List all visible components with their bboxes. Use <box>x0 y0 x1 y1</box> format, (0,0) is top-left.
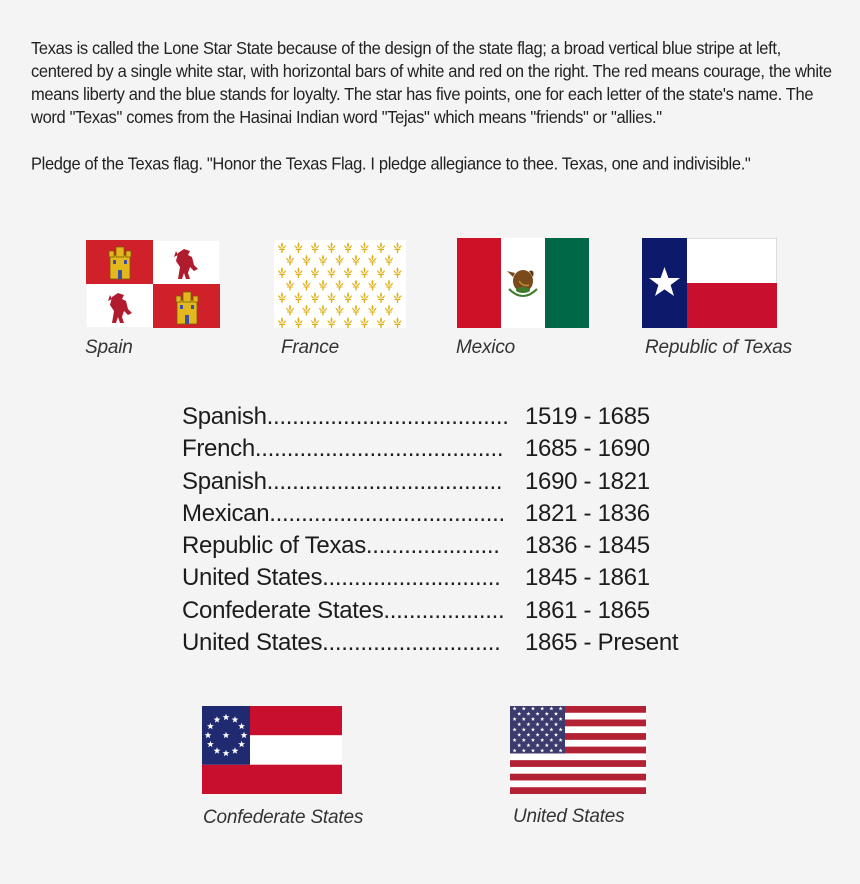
castle-icon <box>176 292 198 324</box>
timeline-years: 1690 - 1821 <box>525 467 650 495</box>
timeline-nation: Spanish...................................... <box>182 403 509 430</box>
mexico-flag <box>457 238 589 328</box>
confederate-states-flag <box>202 706 342 794</box>
timeline-nation: Republic of Texas..................... <box>182 532 500 560</box>
sovereignty-timeline <box>182 401 678 659</box>
timeline-years: 1685 - 1690 <box>525 435 650 463</box>
timeline-row <box>182 627 678 659</box>
timeline-nation: United States............................ <box>182 564 501 592</box>
flag-stripe <box>510 787 646 794</box>
republic-of-texas-caption: Republic of Texas <box>645 337 792 358</box>
mexico-caption: Mexico <box>456 337 515 358</box>
timeline-row <box>182 498 678 530</box>
timeline-years: 1865 - Present <box>525 629 679 657</box>
timeline-row <box>182 562 678 594</box>
timeline-row <box>182 466 678 498</box>
united-states-flag <box>510 706 646 794</box>
spain-caption: Spain <box>85 337 133 358</box>
timeline-nation: Spanish..................................... <box>182 467 503 495</box>
timeline-row <box>182 530 678 562</box>
intro-paragraph: Texas is called the Lone Star State because of the design of the state flag; a broad vertical blue stripe at left, centered by a single white star, with horizontal bars of white and red on the right. The red means courage, the white means liberty and the blue stands for loyalty. The star has five points, one for each letter of the state's name. The word "Texas" comes from the Hasinai Indian word "Tejas" which means "friends" or "allies." <box>31 39 832 128</box>
confederate-states-caption: Confederate States <box>203 807 364 828</box>
flag-stripe <box>510 774 646 781</box>
france-flag <box>274 240 406 328</box>
flag-stripe <box>510 760 646 767</box>
timeline-row <box>182 433 678 465</box>
timeline-nation: United States............................ <box>182 629 501 657</box>
timeline-years: 1836 - 1845 <box>525 532 650 560</box>
timeline-nation: French....................................... <box>182 435 504 463</box>
castle-icon <box>109 247 131 279</box>
spain-flag <box>86 240 220 328</box>
france-caption: France <box>281 337 339 358</box>
timeline-nation: Mexican..................................... <box>182 499 505 527</box>
intro-text <box>31 37 836 176</box>
republic-of-texas-flag <box>642 238 777 328</box>
timeline-years: 1519 - 1685 <box>525 403 650 430</box>
timeline-row <box>182 595 678 627</box>
timeline-row <box>182 401 678 433</box>
timeline-years: 1845 - 1861 <box>525 564 650 592</box>
pledge-paragraph: Pledge of the Texas flag. "Honor the Texas Flag. I pledge allegiance to thee. Texas, one and indivisible." <box>31 154 751 174</box>
timeline-nation: Confederate States................... <box>182 596 505 624</box>
united-states-caption: United States <box>513 806 625 827</box>
timeline-years: 1861 - 1865 <box>525 596 650 624</box>
timeline-years: 1821 - 1836 <box>525 499 650 527</box>
